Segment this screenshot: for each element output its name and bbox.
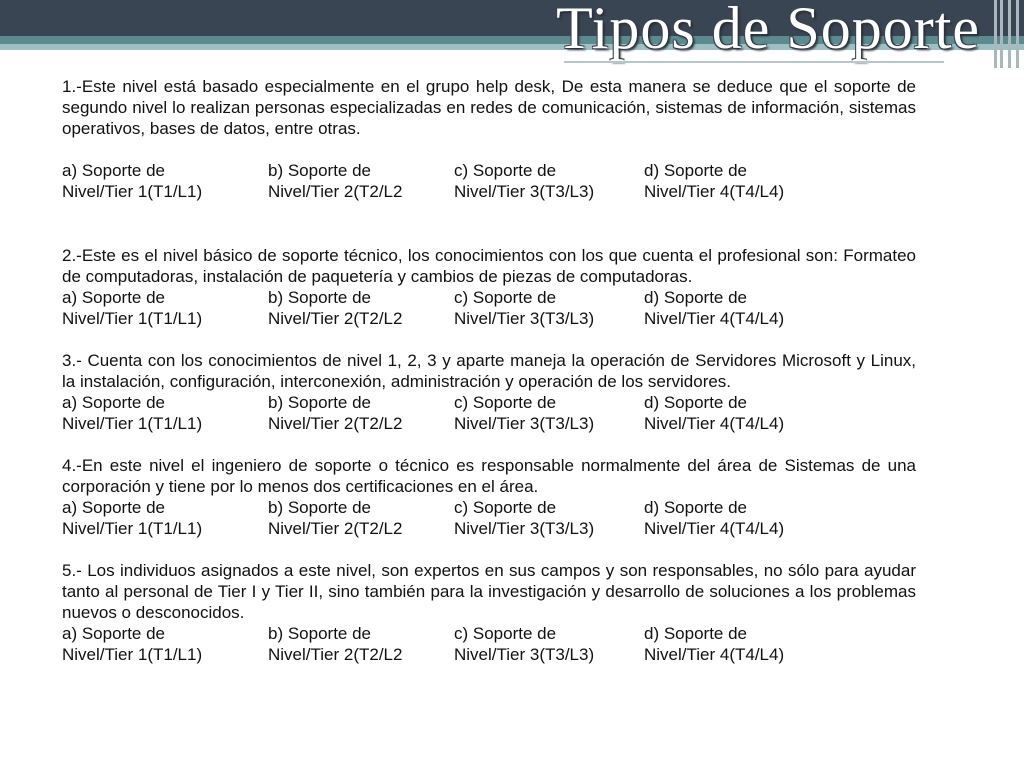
options-row xyxy=(62,160,916,202)
decorative-rule xyxy=(1008,0,1011,68)
option-c[interactable]: c) Soporte de Nivel/Tier 3(T3/L3) xyxy=(454,624,595,664)
decorative-rule xyxy=(1000,0,1003,68)
option-d[interactable]: d) Soporte de Nivel/Tier 4(T4/L4) xyxy=(644,288,785,328)
question-text: 1.-Este nivel está basado especialmente en el grupo help desk, De esta manera se deduce que el soporte de segundo nivel lo realizan personas especializadas en redes de comunicación, sistemas de información, sistemas operativos, bases de datos, entre otras. xyxy=(62,77,916,138)
question-3 xyxy=(62,350,916,434)
question-text: 4.-En este nivel el ingeniero de soporte o técnico es responsable normalmente del área de Sistemas de una corporación y tiene por lo menos dos certificaciones en el área. xyxy=(62,456,916,496)
options-row xyxy=(62,623,916,665)
options-row xyxy=(62,392,916,434)
option-b[interactable]: b) Soporte de Nivel/Tier 2(T2/L2 xyxy=(268,393,403,433)
options-row xyxy=(62,497,916,539)
question-text: 5.- Los individuos asignados a este nivel, son expertos en sus campos y son responsables, no sólo para ayudar tanto al personal de Tier I y Tier II, sino también para la investigación y desarrollo de soluciones a los problemas nuevos o desconocidos. xyxy=(62,561,916,622)
option-a[interactable]: a) Soporte de Nivel/Tier 1(T1/L1) xyxy=(62,498,203,538)
question-5 xyxy=(62,560,916,665)
option-c[interactable]: c) Soporte de Nivel/Tier 3(T3/L3) xyxy=(454,498,595,538)
option-b[interactable]: b) Soporte de Nivel/Tier 2(T2/L2 xyxy=(268,624,403,664)
option-a[interactable]: a) Soporte de Nivel/Tier 1(T1/L1) xyxy=(62,393,203,433)
decorative-rule xyxy=(994,0,997,68)
question-text: 2.-Este es el nivel básico de soporte técnico, los conocimientos con los que cuenta el profesional son: Formateo de computadoras, instalación de paquetería y cambios de piezas de computadoras. xyxy=(62,246,916,286)
option-a[interactable]: a) Soporte de Nivel/Tier 1(T1/L1) xyxy=(62,161,203,201)
question-1 xyxy=(62,76,916,202)
option-b[interactable]: b) Soporte de Nivel/Tier 2(T2/L2 xyxy=(268,161,403,201)
option-b[interactable]: b) Soporte de Nivel/Tier 2(T2/L2 xyxy=(268,498,403,538)
option-d[interactable]: d) Soporte de Nivel/Tier 4(T4/L4) xyxy=(644,498,785,538)
option-c[interactable]: c) Soporte de Nivel/Tier 3(T3/L3) xyxy=(454,393,595,433)
question-4 xyxy=(62,455,916,539)
title-box xyxy=(542,0,990,66)
question-list xyxy=(62,76,916,665)
question-2 xyxy=(62,245,916,329)
option-c[interactable]: c) Soporte de Nivel/Tier 3(T3/L3) xyxy=(454,288,595,328)
option-d[interactable]: d) Soporte de Nivel/Tier 4(T4/L4) xyxy=(644,393,785,433)
options-row xyxy=(62,287,916,329)
option-a[interactable]: a) Soporte de Nivel/Tier 1(T1/L1) xyxy=(62,288,203,328)
title-underline xyxy=(564,61,944,63)
option-d[interactable]: d) Soporte de Nivel/Tier 4(T4/L4) xyxy=(644,161,785,201)
option-a[interactable]: a) Soporte de Nivel/Tier 1(T1/L1) xyxy=(62,624,203,664)
option-b[interactable]: b) Soporte de Nivel/Tier 2(T2/L2 xyxy=(268,288,403,328)
option-d[interactable]: d) Soporte de Nivel/Tier 4(T4/L4) xyxy=(644,624,785,664)
slide-title: Tipos de Soporte xyxy=(556,0,980,61)
option-c[interactable]: c) Soporte de Nivel/Tier 3(T3/L3) xyxy=(454,161,595,201)
question-text: 3.- Cuenta con los conocimientos de nivel 1, 2, 3 y aparte maneja la operación de Servidores Microsoft y Linux, la instalación, configuración, interconexión, administración y operación de los servidores. xyxy=(62,351,916,391)
decorative-rule xyxy=(1016,0,1019,68)
